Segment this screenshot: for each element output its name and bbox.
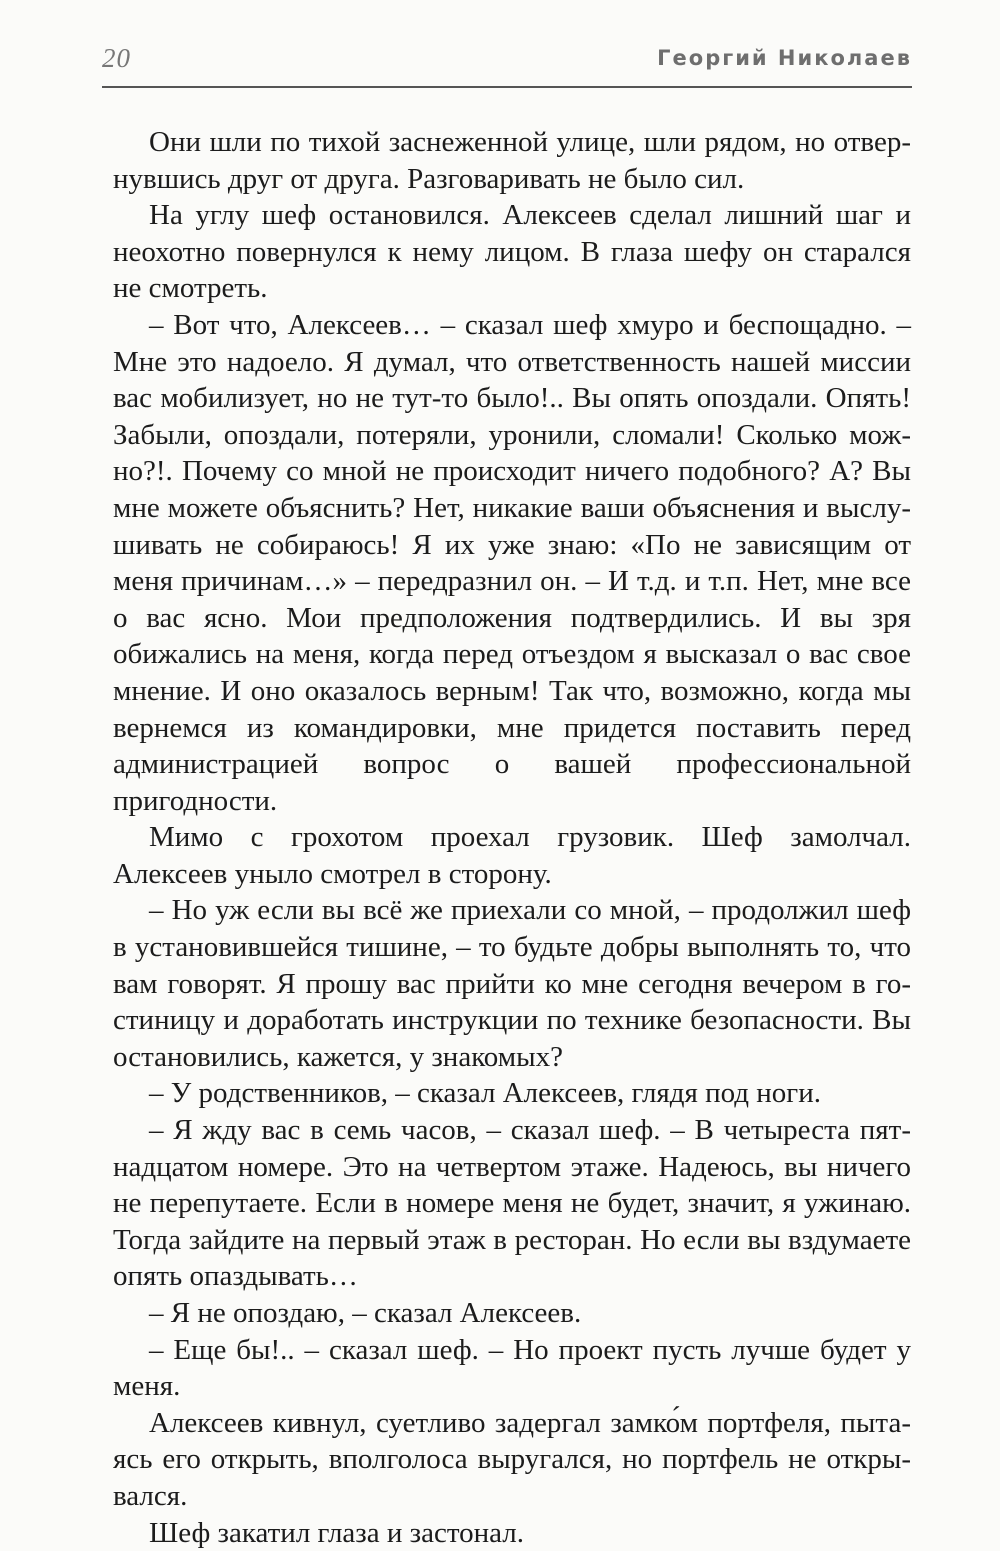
paragraph-7: – Я жду вас в семь часов, – сказал шеф. – В четыреста пятнадцатом номере. Это на четвертом этаже. Надеюсь, вы ничего не перепутаете. Если в номере меня не будет, значит, я ужинаю. Тогда зайдите на первый этаж в ресторан. Но если вы вздумаете опять опаздывать… [113,1114,911,1293]
paragraph-11: Шеф закатил глаза и застонал. [149,1516,525,1549]
paragraph-9: – Еще бы!.. – сказал шеф. – Но проект пусть лучше будет у меня. [113,1333,911,1403]
paragraph-6: – У родственников, – сказал Алексеев, глядя под ноги. [149,1077,821,1110]
paragraph-1: Они шли по тихой заснеженной улице, шли рядом, но отвернувшись друг от друга. Разговаривать не было сил. [113,126,911,195]
author-name: Георгий Николаев [657,46,912,70]
paragraph-3: – Вот что, Алексеев… – сказал шеф хмуро и беспощадно. – Мне это надоело. Я думал, что ответственность нашей миссии вас мобилизует, но не тут-то было!.. Вы опять опоздали. Опять! Забыли, опоздали, потеряли, уронили, сломали! Сколько можно?!. Почему со мной не происходит ничего подобного? А? Вы мне можете объяснить? Нет, никакие ваши объяснения и выслушивать не собираюсь! Я их уже знаю: «По не зависящим от меня причинам…» – передразнил он. – И т.д. и т.п. Нет, мне все о вас ясно. Мои предположения подтвердились. И вы зря обижались на меня, когда перед отъездом я высказал о вас свое мнение. И оно оказалось верным! Так что, возможно, когда мы вернемся из командировки, мне придется поставить перед администрацией вопрос о вашей профессиональной пригодности. [113,308,911,817]
paragraph-5: – Но уж если вы всё же приехали со мной, – продолжил шеф в установившейся тишине, – то будьте добры выполнять то, что вам говорят. Я прошу вас прийти ко мне сегодня вечером в гостиницу и доработать инструкции по технике безопасности. Вы остановились, кажется, у знакомых? [113,894,911,1073]
paragraph-4: Мимо с грохотом проехал грузовик. Шеф замолчал. Алексеев уныло смотрел в сторону. [113,821,911,890]
page-number: 20 [102,43,131,73]
paragraph-10: Алексеев кивнул, суетливо задергал замко́м портфеля, пытаясь его открыть, вполголоса выругался, но портфель не открывался. [113,1406,911,1512]
paragraph-2: На углу шеф остановился. Алексеев сделал лишний шаг и неохотно повернулся к нему лицом. В глаза шефу он старался не смотреть. [113,199,911,305]
paragraph-8: – Я не опоздаю, – сказал Алексеев. [149,1297,582,1329]
running-header [102,40,912,88]
text-body [113,124,911,1551]
